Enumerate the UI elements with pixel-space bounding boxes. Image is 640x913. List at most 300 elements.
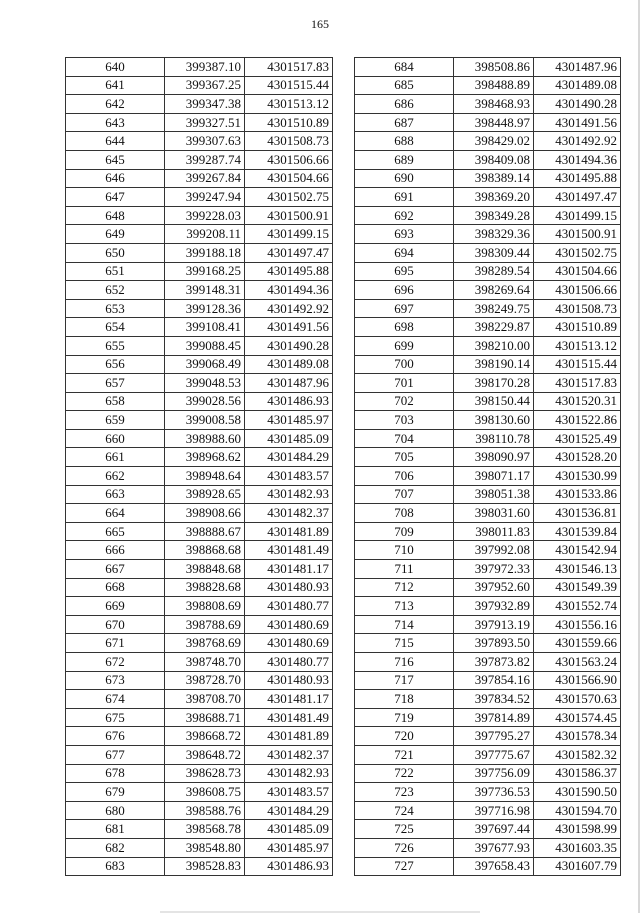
x-coordinate-cell: 398868.68: [165, 541, 245, 560]
point-number-cell: 677: [66, 745, 165, 764]
y-coordinate-cell: 4301525.49: [534, 429, 621, 448]
y-coordinate-cell: 4301480.93: [245, 671, 333, 690]
table-row: [66, 708, 333, 727]
x-coordinate-cell: 398210.00: [454, 336, 534, 355]
y-coordinate-cell: 4301533.86: [534, 485, 621, 504]
x-coordinate-cell: 397972.33: [454, 560, 534, 579]
x-coordinate-cell: 398190.14: [454, 355, 534, 374]
table-row: [355, 206, 621, 225]
x-coordinate-cell: 398968.62: [165, 448, 245, 467]
point-number-cell: 649: [66, 225, 165, 244]
y-coordinate-cell: 4301483.57: [245, 467, 333, 486]
point-number-cell: 648: [66, 206, 165, 225]
x-coordinate-cell: 398329.36: [454, 225, 534, 244]
table-row: [355, 150, 621, 169]
y-coordinate-cell: 4301517.83: [245, 58, 333, 77]
point-number-cell: 662: [66, 467, 165, 486]
table-row: [66, 634, 333, 653]
x-coordinate-cell: 398369.20: [454, 188, 534, 207]
table-row: [66, 578, 333, 597]
table-row: [66, 671, 333, 690]
point-number-cell: 705: [355, 448, 454, 467]
x-coordinate-cell: 398928.65: [165, 485, 245, 504]
x-coordinate-cell: 398289.54: [454, 262, 534, 281]
point-number-cell: 670: [66, 615, 165, 634]
point-number-cell: 719: [355, 708, 454, 727]
point-number-cell: 693: [355, 225, 454, 244]
table-row: [355, 262, 621, 281]
table-row: [355, 467, 621, 486]
y-coordinate-cell: 4301481.89: [245, 522, 333, 541]
y-coordinate-cell: 4301574.45: [534, 708, 621, 727]
point-number-cell: 680: [66, 801, 165, 820]
table-row: [355, 560, 621, 579]
table-row: [66, 411, 333, 430]
x-coordinate-cell: 399148.31: [165, 281, 245, 300]
table-row: [355, 671, 621, 690]
table-row: [355, 429, 621, 448]
point-number-cell: 692: [355, 206, 454, 225]
point-number-cell: 695: [355, 262, 454, 281]
page-number: 165: [311, 17, 329, 31]
y-coordinate-cell: 4301570.63: [534, 690, 621, 709]
x-coordinate-cell: 397893.50: [454, 634, 534, 653]
table-row: [66, 485, 333, 504]
x-coordinate-cell: 398071.17: [454, 467, 534, 486]
x-coordinate-cell: 399108.41: [165, 318, 245, 337]
table-row: [66, 727, 333, 746]
y-coordinate-cell: 4301482.93: [245, 764, 333, 783]
point-number-cell: 715: [355, 634, 454, 653]
x-coordinate-cell: 398628.73: [165, 764, 245, 783]
y-coordinate-cell: 4301510.89: [534, 318, 621, 337]
table-row: [355, 485, 621, 504]
table-row: [355, 783, 621, 802]
y-coordinate-cell: 4301481.49: [245, 708, 333, 727]
y-coordinate-cell: 4301480.77: [245, 597, 333, 616]
y-coordinate-cell: 4301482.37: [245, 745, 333, 764]
point-number-cell: 688: [355, 132, 454, 151]
point-number-cell: 707: [355, 485, 454, 504]
table-row: [355, 188, 621, 207]
x-coordinate-cell: 399347.38: [165, 95, 245, 114]
table-row: [66, 597, 333, 616]
x-coordinate-cell: 398548.80: [165, 838, 245, 857]
point-number-cell: 725: [355, 820, 454, 839]
x-coordinate-cell: 398508.86: [454, 58, 534, 77]
table-row: [66, 355, 333, 374]
y-coordinate-cell: 4301484.29: [245, 801, 333, 820]
x-coordinate-cell: 398748.70: [165, 653, 245, 672]
table-row: [355, 615, 621, 634]
y-coordinate-cell: 4301494.36: [534, 150, 621, 169]
table-row: [355, 634, 621, 653]
y-coordinate-cell: 4301542.94: [534, 541, 621, 560]
y-coordinate-cell: 4301552.74: [534, 597, 621, 616]
table-row: [355, 95, 621, 114]
y-coordinate-cell: 4301566.90: [534, 671, 621, 690]
point-number-cell: 704: [355, 429, 454, 448]
y-coordinate-cell: 4301499.15: [534, 206, 621, 225]
point-number-cell: 667: [66, 560, 165, 579]
table-row: [66, 560, 333, 579]
x-coordinate-cell: 398608.75: [165, 783, 245, 802]
table-row: [66, 169, 333, 188]
point-number-cell: 703: [355, 411, 454, 430]
x-coordinate-cell: 398110.78: [454, 429, 534, 448]
x-coordinate-cell: 399228.03: [165, 206, 245, 225]
table-row: [66, 467, 333, 486]
table-row: [66, 206, 333, 225]
y-coordinate-cell: 4301546.13: [534, 560, 621, 579]
x-coordinate-cell: 397873.82: [454, 653, 534, 672]
x-coordinate-cell: 398828.68: [165, 578, 245, 597]
point-number-cell: 713: [355, 597, 454, 616]
x-coordinate-cell: 399048.53: [165, 374, 245, 393]
point-number-cell: 678: [66, 764, 165, 783]
table-row: [66, 281, 333, 300]
y-coordinate-cell: 4301508.73: [534, 299, 621, 318]
table-row: [355, 820, 621, 839]
x-coordinate-cell: 398031.60: [454, 504, 534, 523]
point-number-cell: 702: [355, 392, 454, 411]
y-coordinate-cell: 4301536.81: [534, 504, 621, 523]
coordinate-table-left: [65, 57, 333, 876]
point-number-cell: 723: [355, 783, 454, 802]
point-number-cell: 666: [66, 541, 165, 560]
x-coordinate-cell: 398269.64: [454, 281, 534, 300]
table-row: [66, 76, 333, 95]
x-coordinate-cell: 398688.71: [165, 708, 245, 727]
y-coordinate-cell: 4301489.08: [534, 76, 621, 95]
x-coordinate-cell: 398708.70: [165, 690, 245, 709]
coordinate-table-right: [354, 57, 621, 876]
y-coordinate-cell: 4301492.92: [534, 132, 621, 151]
x-coordinate-cell: 398051.38: [454, 485, 534, 504]
y-coordinate-cell: 4301563.24: [534, 653, 621, 672]
y-coordinate-cell: 4301495.88: [534, 169, 621, 188]
table-row: [66, 504, 333, 523]
table-row: [355, 113, 621, 132]
point-number-cell: 654: [66, 318, 165, 337]
point-number-cell: 652: [66, 281, 165, 300]
y-coordinate-cell: 4301515.44: [534, 355, 621, 374]
x-coordinate-cell: 398349.28: [454, 206, 534, 225]
y-coordinate-cell: 4301528.20: [534, 448, 621, 467]
point-number-cell: 689: [355, 150, 454, 169]
point-number-cell: 674: [66, 690, 165, 709]
point-number-cell: 650: [66, 243, 165, 262]
point-number-cell: 716: [355, 653, 454, 672]
y-coordinate-cell: 4301539.84: [534, 522, 621, 541]
point-number-cell: 656: [66, 355, 165, 374]
point-number-cell: 712: [355, 578, 454, 597]
point-number-cell: 706: [355, 467, 454, 486]
table-row: [66, 113, 333, 132]
y-coordinate-cell: 4301513.12: [534, 336, 621, 355]
table-row: [355, 708, 621, 727]
y-coordinate-cell: 4301482.37: [245, 504, 333, 523]
x-coordinate-cell: 398389.14: [454, 169, 534, 188]
y-coordinate-cell: 4301486.93: [245, 392, 333, 411]
x-coordinate-cell: 398429.02: [454, 132, 534, 151]
point-number-cell: 682: [66, 838, 165, 857]
y-coordinate-cell: 4301506.66: [534, 281, 621, 300]
point-number-cell: 698: [355, 318, 454, 337]
point-number-cell: 691: [355, 188, 454, 207]
table-row: [355, 318, 621, 337]
point-number-cell: 651: [66, 262, 165, 281]
x-coordinate-cell: 397913.19: [454, 615, 534, 634]
y-coordinate-cell: 4301530.99: [534, 467, 621, 486]
table-row: [355, 504, 621, 523]
point-number-cell: 727: [355, 857, 454, 876]
x-coordinate-cell: 397932.89: [454, 597, 534, 616]
x-coordinate-cell: 398130.60: [454, 411, 534, 430]
table-row: [355, 225, 621, 244]
x-coordinate-cell: 398568.78: [165, 820, 245, 839]
x-coordinate-cell: 398249.75: [454, 299, 534, 318]
x-coordinate-cell: 397658.43: [454, 857, 534, 876]
point-number-cell: 721: [355, 745, 454, 764]
x-coordinate-cell: 399188.18: [165, 243, 245, 262]
table-row: [355, 745, 621, 764]
table-row: [66, 522, 333, 541]
point-number-cell: 642: [66, 95, 165, 114]
table-row: [355, 522, 621, 541]
table-row: [355, 374, 621, 393]
point-number-cell: 708: [355, 504, 454, 523]
x-coordinate-cell: 399247.94: [165, 188, 245, 207]
x-coordinate-cell: 397854.16: [454, 671, 534, 690]
table-row: [355, 281, 621, 300]
table-row: [66, 429, 333, 448]
x-coordinate-cell: 398588.76: [165, 801, 245, 820]
x-coordinate-cell: 399208.11: [165, 225, 245, 244]
x-coordinate-cell: 399327.51: [165, 113, 245, 132]
table-row: [355, 764, 621, 783]
point-number-cell: 671: [66, 634, 165, 653]
point-number-cell: 665: [66, 522, 165, 541]
table-row: [355, 76, 621, 95]
x-coordinate-cell: 399068.49: [165, 355, 245, 374]
point-number-cell: 658: [66, 392, 165, 411]
y-coordinate-cell: 4301590.50: [534, 783, 621, 802]
x-coordinate-cell: 399267.84: [165, 169, 245, 188]
y-coordinate-cell: 4301480.69: [245, 634, 333, 653]
point-number-cell: 661: [66, 448, 165, 467]
x-coordinate-cell: 399128.36: [165, 299, 245, 318]
y-coordinate-cell: 4301487.96: [245, 374, 333, 393]
y-coordinate-cell: 4301594.70: [534, 801, 621, 820]
table-row: [66, 392, 333, 411]
point-number-cell: 646: [66, 169, 165, 188]
table-row: [355, 132, 621, 151]
x-coordinate-cell: 398409.08: [454, 150, 534, 169]
point-number-cell: 686: [355, 95, 454, 114]
point-number-cell: 724: [355, 801, 454, 820]
y-coordinate-cell: 4301481.17: [245, 560, 333, 579]
x-coordinate-cell: 397716.98: [454, 801, 534, 820]
point-number-cell: 694: [355, 243, 454, 262]
y-coordinate-cell: 4301481.17: [245, 690, 333, 709]
point-number-cell: 700: [355, 355, 454, 374]
x-coordinate-cell: 398808.69: [165, 597, 245, 616]
table-row: [66, 132, 333, 151]
table-row: [66, 653, 333, 672]
x-coordinate-cell: 399088.45: [165, 336, 245, 355]
point-number-cell: 645: [66, 150, 165, 169]
y-coordinate-cell: 4301578.34: [534, 727, 621, 746]
table-row: [355, 243, 621, 262]
y-coordinate-cell: 4301520.31: [534, 392, 621, 411]
table-row: [355, 448, 621, 467]
x-coordinate-cell: 397795.27: [454, 727, 534, 746]
y-coordinate-cell: 4301517.83: [534, 374, 621, 393]
table-row: [66, 262, 333, 281]
point-number-cell: 673: [66, 671, 165, 690]
y-coordinate-cell: 4301513.12: [245, 95, 333, 114]
table-row: [355, 801, 621, 820]
x-coordinate-cell: 398648.72: [165, 745, 245, 764]
x-coordinate-cell: 398948.64: [165, 467, 245, 486]
point-number-cell: 722: [355, 764, 454, 783]
point-number-cell: 641: [66, 76, 165, 95]
point-number-cell: 676: [66, 727, 165, 746]
point-number-cell: 644: [66, 132, 165, 151]
x-coordinate-cell: 399367.25: [165, 76, 245, 95]
y-coordinate-cell: 4301485.09: [245, 820, 333, 839]
table-row: [66, 783, 333, 802]
x-coordinate-cell: 398448.97: [454, 113, 534, 132]
x-coordinate-cell: 398768.69: [165, 634, 245, 653]
y-coordinate-cell: 4301483.57: [245, 783, 333, 802]
x-coordinate-cell: 398150.44: [454, 392, 534, 411]
y-coordinate-cell: 4301598.99: [534, 820, 621, 839]
table-row: [66, 745, 333, 764]
x-coordinate-cell: 397775.67: [454, 745, 534, 764]
table-row: [355, 597, 621, 616]
table-row: [66, 225, 333, 244]
x-coordinate-cell: 398848.68: [165, 560, 245, 579]
table-row: [355, 58, 621, 77]
y-coordinate-cell: 4301504.66: [245, 169, 333, 188]
point-number-cell: 687: [355, 113, 454, 132]
table-row: [355, 355, 621, 374]
point-number-cell: 699: [355, 336, 454, 355]
table-row: [66, 188, 333, 207]
y-coordinate-cell: 4301582.32: [534, 745, 621, 764]
x-coordinate-cell: 397814.89: [454, 708, 534, 727]
x-coordinate-cell: 398788.69: [165, 615, 245, 634]
table-row: [66, 448, 333, 467]
x-coordinate-cell: 398668.72: [165, 727, 245, 746]
point-number-cell: 672: [66, 653, 165, 672]
table-row: [355, 411, 621, 430]
point-number-cell: 675: [66, 708, 165, 727]
table-row: [355, 541, 621, 560]
y-coordinate-cell: 4301504.66: [534, 262, 621, 281]
point-number-cell: 683: [66, 857, 165, 876]
y-coordinate-cell: 4301603.35: [534, 838, 621, 857]
table-row: [355, 690, 621, 709]
x-coordinate-cell: 397992.08: [454, 541, 534, 560]
point-number-cell: 684: [355, 58, 454, 77]
x-coordinate-cell: 398170.28: [454, 374, 534, 393]
table-row: [66, 820, 333, 839]
point-number-cell: 718: [355, 690, 454, 709]
y-coordinate-cell: 4301485.97: [245, 411, 333, 430]
table-row: [355, 653, 621, 672]
x-coordinate-cell: 399168.25: [165, 262, 245, 281]
point-number-cell: 697: [355, 299, 454, 318]
point-number-cell: 679: [66, 783, 165, 802]
y-coordinate-cell: 4301481.49: [245, 541, 333, 560]
table-row: [66, 764, 333, 783]
y-coordinate-cell: 4301549.39: [534, 578, 621, 597]
x-coordinate-cell: 398309.44: [454, 243, 534, 262]
point-number-cell: 709: [355, 522, 454, 541]
x-coordinate-cell: 399387.10: [165, 58, 245, 77]
y-coordinate-cell: 4301502.75: [534, 243, 621, 262]
table-row: [66, 374, 333, 393]
table-row: [66, 541, 333, 560]
table-row: [355, 299, 621, 318]
point-number-cell: 710: [355, 541, 454, 560]
y-coordinate-cell: 4301556.16: [534, 615, 621, 634]
y-coordinate-cell: 4301508.73: [245, 132, 333, 151]
y-coordinate-cell: 4301491.56: [534, 113, 621, 132]
y-coordinate-cell: 4301502.75: [245, 188, 333, 207]
point-number-cell: 647: [66, 188, 165, 207]
x-coordinate-cell: 398090.97: [454, 448, 534, 467]
y-coordinate-cell: 4301490.28: [534, 95, 621, 114]
point-number-cell: 681: [66, 820, 165, 839]
y-coordinate-cell: 4301487.96: [534, 58, 621, 77]
table-row: [66, 615, 333, 634]
y-coordinate-cell: 4301510.89: [245, 113, 333, 132]
y-coordinate-cell: 4301515.44: [245, 76, 333, 95]
y-coordinate-cell: 4301480.93: [245, 578, 333, 597]
y-coordinate-cell: 4301497.47: [245, 243, 333, 262]
x-coordinate-cell: 399307.63: [165, 132, 245, 151]
y-coordinate-cell: 4301489.08: [245, 355, 333, 374]
x-coordinate-cell: 398888.67: [165, 522, 245, 541]
table-row: [66, 690, 333, 709]
point-number-cell: 711: [355, 560, 454, 579]
table-row: [355, 838, 621, 857]
point-number-cell: 668: [66, 578, 165, 597]
table-row: [355, 336, 621, 355]
x-coordinate-cell: 398011.83: [454, 522, 534, 541]
point-number-cell: 690: [355, 169, 454, 188]
point-number-cell: 701: [355, 374, 454, 393]
point-number-cell: 660: [66, 429, 165, 448]
point-number-cell: 726: [355, 838, 454, 857]
point-number-cell: 643: [66, 113, 165, 132]
x-coordinate-cell: 398988.60: [165, 429, 245, 448]
point-number-cell: 696: [355, 281, 454, 300]
y-coordinate-cell: 4301500.91: [534, 225, 621, 244]
x-coordinate-cell: 397677.93: [454, 838, 534, 857]
x-coordinate-cell: 398908.66: [165, 504, 245, 523]
y-coordinate-cell: 4301497.47: [534, 188, 621, 207]
table-row: [66, 318, 333, 337]
y-coordinate-cell: 4301481.89: [245, 727, 333, 746]
y-coordinate-cell: 4301494.36: [245, 281, 333, 300]
table-row: [355, 578, 621, 597]
point-number-cell: 664: [66, 504, 165, 523]
